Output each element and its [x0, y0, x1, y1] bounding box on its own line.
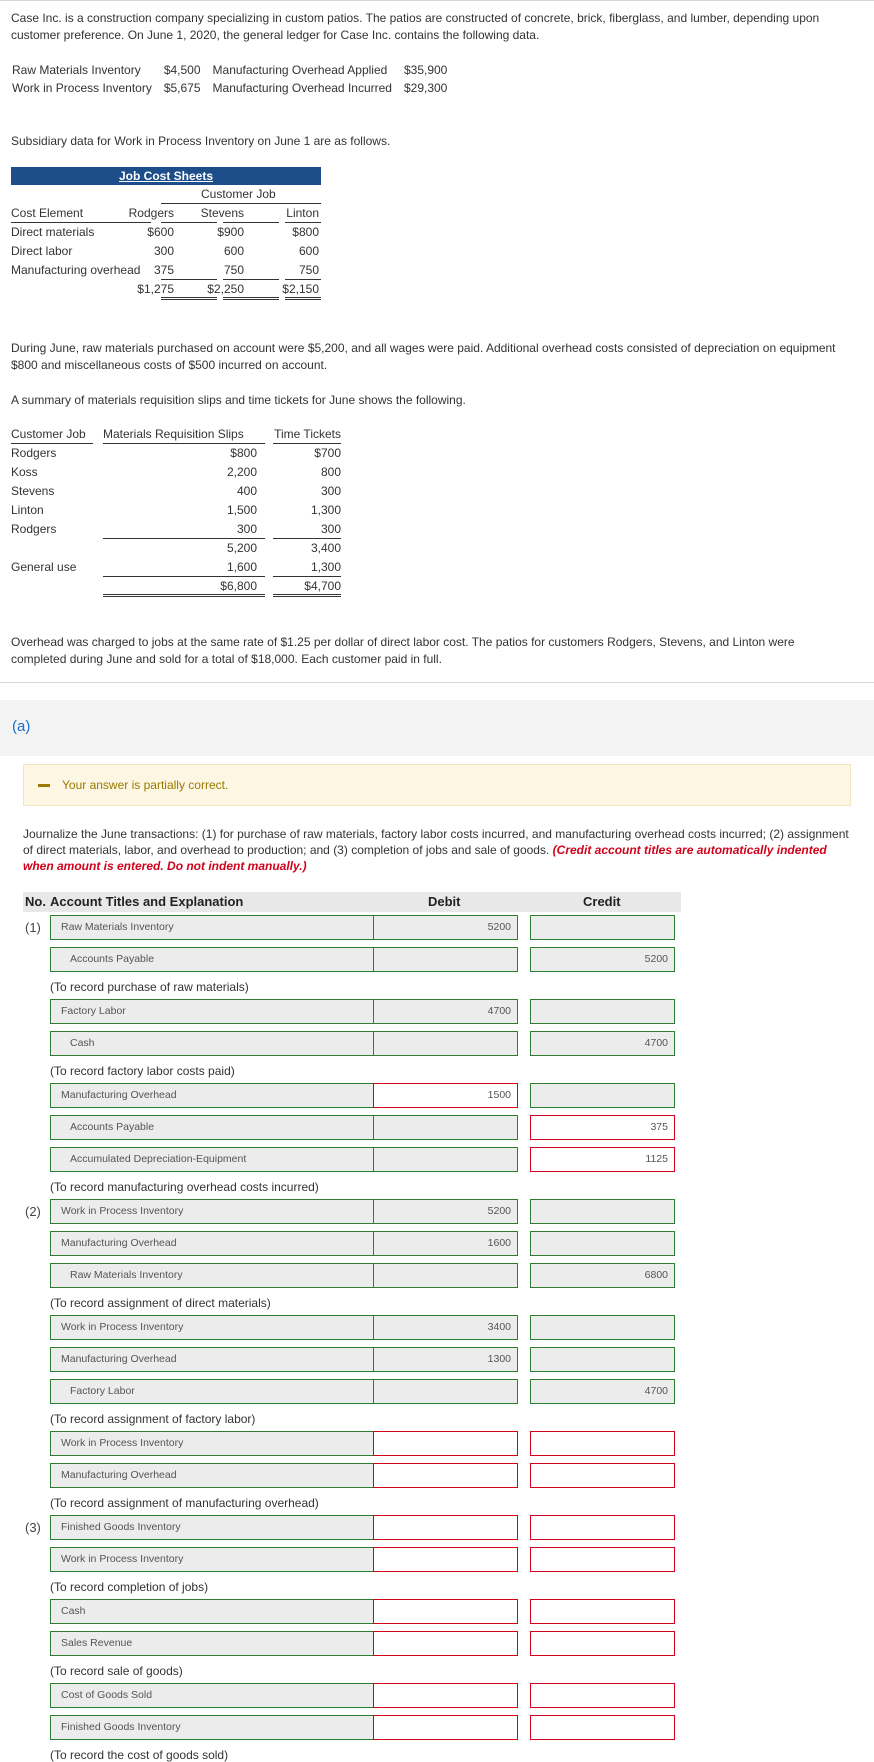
debit-input[interactable] [373, 1263, 518, 1288]
debit-input[interactable] [373, 1631, 518, 1656]
cell: 600 [223, 244, 244, 258]
journal-row [23, 1146, 683, 1174]
account-title-input[interactable]: Accounts Payable [50, 947, 382, 972]
credit-input[interactable] [530, 1715, 675, 1740]
debit-input[interactable] [373, 1715, 518, 1740]
journal-row [23, 1198, 683, 1226]
journal-row [23, 1714, 683, 1742]
ledger-amount: $29,300 [403, 81, 448, 95]
debit-input[interactable]: 3400 [373, 1315, 518, 1340]
cell: 375 [153, 263, 174, 277]
journal-row [23, 1030, 683, 1058]
top-divider [0, 0, 874, 1]
cell: Rodgers [11, 522, 57, 536]
account-title-input[interactable]: Cash [50, 1031, 382, 1056]
cell: Linton [11, 503, 44, 517]
ledger-account: Manufacturing Overhead Incurred [212, 81, 392, 95]
entry-memo: (To record factory labor costs paid) [50, 1064, 235, 1078]
overhead-text: Overhead was charged to jobs at the same rate of $1.25 per dollar of direct labor cost. The patios for customers Rodgers, Stevens, and Linton were completed during June and sold for a total of $18,000. Each customer paid in full. [11, 635, 795, 666]
cell: $600 [147, 225, 174, 239]
credit-input[interactable]: 5200 [530, 947, 675, 972]
journal-row [23, 1514, 683, 1542]
credit-input[interactable]: 4700 [530, 1379, 675, 1404]
ledger-table [12, 61, 459, 97]
debit-input[interactable] [373, 1463, 518, 1488]
cell: 300 [320, 522, 341, 536]
journal-header [23, 892, 681, 912]
credit-input[interactable] [530, 1515, 675, 1540]
col-header: Time Tickets [274, 427, 341, 441]
journal-row [23, 1630, 683, 1658]
cell: Direct labor [11, 244, 73, 258]
account-title-input[interactable]: Manufacturing Overhead [50, 1347, 382, 1372]
journal-row [23, 1314, 683, 1342]
journal-row [23, 1230, 683, 1258]
account-title-input[interactable]: Work in Process Inventory [50, 1315, 382, 1340]
credit-input[interactable] [530, 1599, 675, 1624]
job-cost-total-row [11, 280, 321, 299]
req-row [11, 520, 341, 539]
cell: 300 [236, 522, 257, 536]
ledger-amount: $5,675 [163, 81, 201, 95]
cell: 1,300 [310, 560, 341, 574]
section-band [0, 700, 874, 756]
req-row [11, 558, 341, 577]
customer-job-header: Customer Job [201, 187, 276, 201]
col-header: Materials Requisition Slips [103, 427, 244, 441]
cell: 5,200 [226, 541, 257, 555]
entry-memo: (To record completion of jobs) [50, 1580, 209, 1594]
account-title-input[interactable]: Finished Goods Inventory [50, 1515, 382, 1540]
feedback-banner [23, 764, 851, 806]
ledger-amount: $4,500 [163, 63, 201, 77]
entry-memo: (To record sale of goods) [50, 1664, 183, 1678]
debit-input[interactable] [373, 1599, 518, 1624]
journal-row [23, 914, 683, 942]
debit-input[interactable] [373, 947, 518, 972]
debit-input[interactable] [373, 1379, 518, 1404]
cell: Stevens [11, 484, 55, 498]
credit-input[interactable] [530, 1083, 675, 1108]
cell: $1,275 [137, 282, 174, 296]
entry-number: (3) [25, 1520, 41, 1535]
account-title-input[interactable]: Factory Labor [50, 1379, 382, 1404]
cell: $2,250 [207, 282, 244, 296]
credit-input[interactable]: 1125 [530, 1147, 675, 1172]
job-cost-group-row [11, 185, 321, 204]
account-title-input[interactable]: Cost of Goods Sold [50, 1683, 382, 1708]
cell: 1,500 [226, 503, 257, 517]
credit-input[interactable] [530, 1347, 675, 1372]
cell: 800 [320, 465, 341, 479]
journal-row [23, 1346, 683, 1374]
account-title-input[interactable]: Factory Labor [50, 999, 382, 1024]
account-title-input[interactable]: Sales Revenue [50, 1631, 382, 1656]
credit-input[interactable] [530, 1431, 675, 1456]
job-cost-row [11, 223, 321, 242]
account-title-input[interactable]: Raw Materials Inventory [50, 915, 382, 940]
debit-input[interactable]: 5200 [373, 1199, 518, 1224]
partial-icon [38, 784, 50, 787]
ledger-row [12, 79, 459, 97]
entry-memo: (To record assignment of manufacturing overhead) [50, 1496, 319, 1510]
credit-input[interactable]: 4700 [530, 1031, 675, 1056]
account-title-input[interactable]: Accounts Payable [50, 1115, 382, 1140]
summary-text: A summary of materials requisition slips and time tickets for June shows the following. [11, 393, 466, 407]
part-label: (a) [12, 718, 31, 735]
account-title-input[interactable]: Cash [50, 1599, 382, 1624]
cell: $900 [217, 225, 244, 239]
debit-input[interactable] [373, 1031, 518, 1056]
entry-memo: (To record manufacturing overhead costs incurred) [50, 1180, 319, 1194]
journal-row [23, 1430, 683, 1458]
cell: $6,800 [220, 579, 257, 593]
cell: 1,600 [226, 560, 257, 574]
debit-input[interactable] [373, 1683, 518, 1708]
req-row [11, 501, 341, 520]
ledger-account: Manufacturing Overhead Applied [212, 63, 388, 77]
section-divider [0, 682, 874, 683]
cell: General use [11, 560, 77, 574]
req-header-row [11, 425, 341, 444]
job-cost-header-row [11, 204, 321, 223]
credit-input[interactable] [530, 1463, 675, 1488]
journal-row [23, 1378, 683, 1406]
entry-number: (2) [25, 1204, 41, 1219]
ledger-row [12, 61, 459, 79]
entry-memo: (To record assignment of factory labor) [50, 1412, 256, 1426]
req-row [11, 444, 341, 463]
account-title-input[interactable]: Manufacturing Overhead [50, 1231, 382, 1256]
debit-input[interactable] [373, 1547, 518, 1572]
entry-number: (1) [25, 920, 41, 935]
cell: 2,200 [226, 465, 257, 479]
entry-memo: (To record purchase of raw materials) [50, 980, 249, 994]
intro-text: Case Inc. is a construction company specializing in custom patios. The patios are constructed of concrete, brick, fiberglass, and lumber, depending upon customer preference. On June 1, 2020, the general ledger for Case Inc. contains the following data. [11, 11, 820, 42]
debit-input[interactable]: 1500 [373, 1083, 518, 1108]
cell: Manufacturing overhead [11, 263, 141, 277]
cell: $2,150 [282, 282, 319, 296]
debit-input[interactable]: 1600 [373, 1231, 518, 1256]
journal-row [23, 946, 683, 974]
cell: 750 [298, 263, 319, 277]
no-header: No. [25, 894, 46, 909]
cell: 3,400 [310, 541, 341, 555]
instructions-text: Journalize the June transactions: (1) for purchase of raw materials, factory labor costs incurred, and manufacturing overhead costs incurred; (2) assignment of direct materials, labor, and overhead to production; and (3) completion of jobs and sale of goods. [23, 827, 849, 857]
instructions [23, 826, 853, 874]
ledger-account: Raw Materials Inventory [12, 63, 141, 77]
col-header: Customer Job [11, 427, 86, 441]
cell: Direct materials [11, 225, 95, 239]
debit-input[interactable]: 1300 [373, 1347, 518, 1372]
entry-memo: (To record assignment of direct materials) [50, 1296, 271, 1310]
col-header: Rodgers [128, 206, 174, 220]
credit-input[interactable] [530, 1315, 675, 1340]
credit-input[interactable] [530, 915, 675, 940]
cell: 400 [236, 484, 257, 498]
ledger-amount: $35,900 [403, 63, 448, 77]
debit-input[interactable] [373, 1515, 518, 1540]
debit-input[interactable] [373, 1147, 518, 1172]
credit-input[interactable]: 6800 [530, 1263, 675, 1288]
journal-row [23, 1082, 683, 1110]
cell: Koss [11, 465, 38, 479]
credit-input[interactable] [530, 1231, 675, 1256]
job-cost-row [11, 261, 321, 280]
req-subtotal-row [11, 539, 341, 558]
account-title-input[interactable]: Raw Materials Inventory [50, 1263, 382, 1288]
col-header: Cost Element [11, 206, 84, 220]
req-row [11, 463, 341, 482]
entry-memo: (To record the cost of goods sold) [50, 1748, 229, 1762]
cell: $800 [230, 446, 257, 460]
account-title-input[interactable]: Manufacturing Overhead [50, 1463, 382, 1488]
account-title-input[interactable]: Work in Process Inventory [50, 1199, 382, 1224]
cell: 1,300 [310, 503, 341, 517]
account-title-input[interactable]: Manufacturing Overhead [50, 1083, 382, 1108]
account-title-input[interactable]: Work in Process Inventory [50, 1547, 382, 1572]
cell: 600 [298, 244, 319, 258]
cell: $800 [292, 225, 319, 239]
account-title-input[interactable]: Accumulated Depreciation-Equipment [50, 1147, 382, 1172]
subsidiary-text: Subsidiary data for Work in Process Inventory on June 1 are as follows. [11, 134, 391, 148]
journal-row [23, 998, 683, 1026]
debit-input[interactable] [373, 1115, 518, 1140]
account-title-input[interactable]: Finished Goods Inventory [50, 1715, 382, 1740]
debit-input[interactable] [373, 1431, 518, 1456]
debit-input[interactable]: 4700 [373, 999, 518, 1024]
credit-input[interactable] [530, 1683, 675, 1708]
job-cost-row [11, 242, 321, 261]
req-total-row [11, 577, 341, 596]
cell: 300 [320, 484, 341, 498]
cell: $700 [314, 446, 341, 460]
cell: 300 [153, 244, 174, 258]
journal-row [23, 1262, 683, 1290]
credit-input[interactable] [530, 1547, 675, 1572]
journal-row [23, 1546, 683, 1574]
requisition-table [11, 425, 341, 596]
instructions-note: (Credit account titles are automatically indented when amount is entered. Do not indent manually.) [23, 843, 827, 873]
credit-header: Credit [583, 894, 621, 909]
job-cost-title-bar [11, 167, 321, 185]
account-title-input[interactable]: Work in Process Inventory [50, 1431, 382, 1456]
debit-header: Debit [428, 894, 461, 909]
credit-input[interactable] [530, 1199, 675, 1224]
account-header: Account Titles and Explanation [50, 894, 244, 909]
job-cost-table [11, 167, 321, 299]
col-header: Linton [286, 206, 319, 220]
june-purchases-text: During June, raw materials purchased on account were $5,200, and all wages were paid. Additional overhead costs consisted of depreciation on equipment $800 and miscellaneous costs of $500 incurred on account. [11, 341, 836, 372]
cell: $4,700 [304, 579, 341, 593]
job-cost-title: Job Cost Sheets [119, 169, 214, 183]
journal-row [23, 1682, 683, 1710]
cell: Rodgers [11, 446, 57, 460]
cell: 750 [223, 263, 244, 277]
credit-input[interactable]: 375 [530, 1115, 675, 1140]
feedback-text: Your answer is partially correct. [62, 778, 229, 792]
col-header: Stevens [200, 206, 244, 220]
journal-row [23, 1114, 683, 1142]
credit-input[interactable] [530, 999, 675, 1024]
journal-row [23, 1598, 683, 1626]
req-row [11, 482, 341, 501]
ledger-account: Work in Process Inventory [12, 81, 152, 95]
credit-input[interactable] [530, 1631, 675, 1656]
debit-input[interactable]: 5200 [373, 915, 518, 940]
journal-row [23, 1462, 683, 1490]
